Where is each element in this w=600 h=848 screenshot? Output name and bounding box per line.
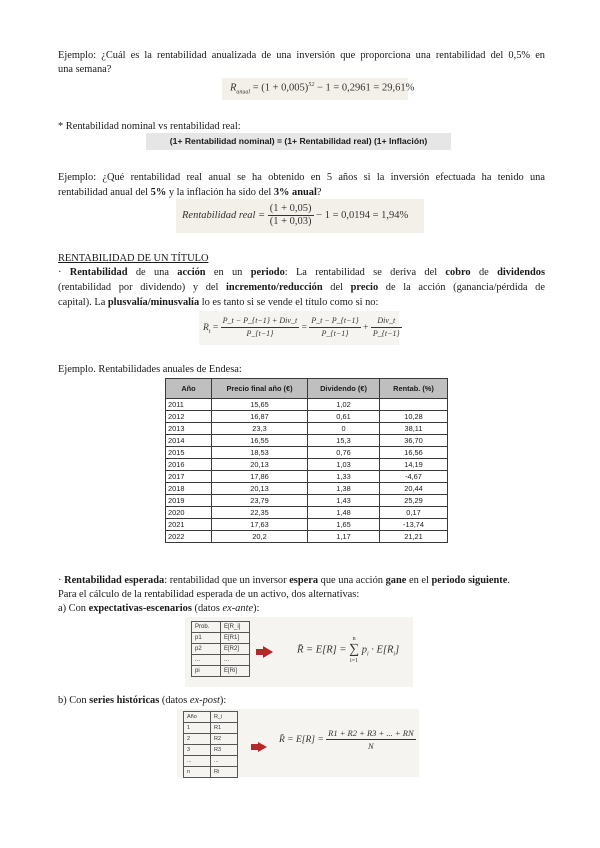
endesa-cell-return: 0,17 xyxy=(380,507,448,519)
formula-annualized-sub: anual xyxy=(236,89,251,96)
endesa-cell-year: 2011 xyxy=(166,399,212,411)
expected-text: (datos xyxy=(191,603,223,614)
historical-table xyxy=(183,711,238,778)
endesa-row xyxy=(166,447,448,459)
historical-cell: R1 xyxy=(211,723,238,734)
expected-line1 xyxy=(58,573,545,588)
sum-bottom: i=1 xyxy=(350,658,359,664)
arrow-right-icon xyxy=(263,646,273,658)
formula-return-den2: P_{t−1} xyxy=(321,329,349,339)
scenario-row xyxy=(192,666,250,677)
section-bold: dividendos xyxy=(497,267,546,278)
arrow-right-icon xyxy=(258,742,267,752)
endesa-cell-return: 14,19 xyxy=(380,459,448,471)
arrow-shaft-icon xyxy=(251,744,259,750)
endesa-header-price: Precio final año (€) xyxy=(212,379,308,399)
section-bold: cobro xyxy=(445,267,471,278)
expected-text: ): xyxy=(219,695,227,706)
scenario-cell: p2 xyxy=(192,644,221,655)
section-text: : La rentabilidad se deriva del xyxy=(284,267,446,278)
scenario-cell: Prob. xyxy=(192,622,221,633)
scenario-cell: pi xyxy=(192,666,221,677)
expected-line2: Para el cálculo de la rentabilidad esperada de un activo, dos alternativas: xyxy=(58,589,360,600)
historical-cell: 2 xyxy=(184,734,211,745)
formula-annualized-image xyxy=(222,78,415,100)
endesa-cell-year: 2022 xyxy=(166,531,212,543)
formula-return-num2: P_t − P_{t−1} xyxy=(309,315,360,328)
example2-text: rentabilidad anual del xyxy=(58,187,151,198)
scenario-cell: ... xyxy=(221,655,250,666)
scenario-cell: ... xyxy=(192,655,221,666)
formula-return-num3: Div_t xyxy=(371,315,402,328)
expected-bold: gane xyxy=(385,575,407,586)
endesa-cell-year: 2015 xyxy=(166,447,212,459)
endesa-row xyxy=(166,471,448,483)
endesa-cell-year: 2014 xyxy=(166,435,212,447)
scenario-table xyxy=(191,621,250,677)
nominal-equation: (1+ Rentabilidad nominal) = (1+ Rentabilidad real) (1+ Inflación) xyxy=(146,133,451,150)
expected-text: (datos xyxy=(159,695,190,706)
section-text: de la acción (ganancia/pérdida de xyxy=(378,282,545,293)
endesa-cell-price: 20,13 xyxy=(212,483,308,495)
scenario-table-wrap xyxy=(191,621,250,677)
section-bold: incremento/reducción xyxy=(226,282,323,293)
formula-return-frac1 xyxy=(221,315,300,340)
section-p1 xyxy=(58,265,545,280)
historical-table-wrap xyxy=(183,711,238,778)
example2-line2 xyxy=(58,185,545,200)
historical-cell: R_i xyxy=(211,712,238,723)
historical-cell: ... xyxy=(184,756,211,767)
formula-return-den3: P_{t−1} xyxy=(372,329,400,339)
endesa-row xyxy=(166,459,448,471)
scenario-image xyxy=(185,617,413,687)
scenario-row xyxy=(192,655,250,666)
section-text: · xyxy=(58,267,70,278)
endesa-cell-dividend: 1,65 xyxy=(308,519,380,531)
endesa-cell-year: 2018 xyxy=(166,483,212,495)
endesa-cell-year: 2013 xyxy=(166,423,212,435)
endesa-row xyxy=(166,495,448,507)
section-bold: plusvalía/minusvalía xyxy=(107,297,200,308)
endesa-cell-price: 15,65 xyxy=(212,399,308,411)
formula-a-term2-end: ] xyxy=(395,644,400,656)
endesa-row xyxy=(166,507,448,519)
expected-bold: expectativas-escenarios xyxy=(88,603,192,614)
formula-return-den1: P_{t−1} xyxy=(246,329,274,339)
section-text: capital). La xyxy=(58,297,108,308)
formula-return-image xyxy=(199,311,399,345)
expected-italic: ex-ante xyxy=(222,603,254,614)
expected-text: b) Con xyxy=(58,695,90,706)
formula-b-lhs: R̄ = E[R] = xyxy=(279,735,324,745)
formula-a-lhs: R̄ = E[R] = xyxy=(297,644,347,656)
formula-b-num: R1 + R2 + R3 + ... + RN xyxy=(328,728,414,739)
formula-annualized-rhs: = (1 + 0,005) xyxy=(252,82,309,94)
endesa-cell-price: 18,53 xyxy=(212,447,308,459)
endesa-cell-dividend: 1,33 xyxy=(308,471,380,483)
section-bold: periodo xyxy=(250,267,285,278)
expected-bold: Rentabilidad esperada xyxy=(64,575,165,586)
scenario-cell: E[Ri] xyxy=(221,666,250,677)
endesa-cell-year: 2017 xyxy=(166,471,212,483)
endesa-cell-price: 17,86 xyxy=(212,471,308,483)
endesa-cell-dividend: 0 xyxy=(308,423,380,435)
endesa-cell-price: 16,55 xyxy=(212,435,308,447)
example2-text: y la inflación ha sido del xyxy=(166,187,274,198)
expected-italic: ex-post xyxy=(189,695,220,706)
historical-image xyxy=(177,709,419,777)
endesa-cell-price: 23,3 xyxy=(212,423,308,435)
expected-bold: periodo siguiente xyxy=(431,575,508,586)
formula-b-den: N xyxy=(368,741,374,752)
example1-line2: una semana? xyxy=(58,64,112,75)
endesa-cell-year: 2020 xyxy=(166,507,212,519)
formula-annualized-lhs: R xyxy=(230,82,237,94)
endesa-row xyxy=(166,399,448,411)
example2-bold-rate: 5% xyxy=(150,187,167,198)
endesa-cell-return: 20,44 xyxy=(380,483,448,495)
example2-bold-inflation: 3% anual xyxy=(273,187,317,198)
endesa-row xyxy=(166,435,448,447)
formula-return-lhs-sub: t xyxy=(208,328,211,335)
formula-annualized xyxy=(230,82,414,96)
historical-cell: Año xyxy=(184,712,211,723)
section-p2 xyxy=(58,280,545,295)
scenario-row xyxy=(192,622,250,633)
endesa-row xyxy=(166,519,448,531)
historical-row xyxy=(184,723,238,734)
formula-return: $R_t$ = $\frac{\text{P\_t − P\_\{t−1\} + Div\_t}}{P\_\{t-1\}}$ = $\frac{P\_t - P\_\{t-1\}}{P\_\{t-1\}}$ + $\frac{\text{Div\_t}}{P\_\{t-1\}}$ xyxy=(203,316,400,339)
endesa-cell-price: 20,13 xyxy=(212,459,308,471)
formula-annualized-exp: 52 xyxy=(308,82,315,88)
expected-text: ): xyxy=(253,603,260,614)
sum-top: n xyxy=(352,636,356,642)
formula-real-fraction xyxy=(268,203,314,228)
endesa-table xyxy=(165,378,448,543)
nominal-heading: * Rentabilidad nominal vs rentabilidad real: xyxy=(58,121,241,132)
scenario-cell: p1 xyxy=(192,633,221,644)
formula-a-term: p xyxy=(361,644,367,656)
expected-bold: espera xyxy=(289,575,319,586)
historical-cell: 1 xyxy=(184,723,211,734)
formula-return-frac3 xyxy=(371,315,402,340)
historical-cell: n xyxy=(184,767,211,778)
historical-cell: 3 xyxy=(184,745,211,756)
endesa-cell-price: 22,35 xyxy=(212,507,308,519)
section-p3 xyxy=(58,295,545,310)
section-bold: Rentabilidad xyxy=(69,267,128,278)
formula-a-term2: · E[R xyxy=(371,644,394,656)
section-bold: acción xyxy=(177,267,206,278)
formula-return-lhs: R xyxy=(203,323,209,333)
formula-b-fraction xyxy=(326,727,416,752)
historical-cell: R3 xyxy=(211,745,238,756)
endesa-cell-return: 16,56 xyxy=(380,447,448,459)
endesa-cell-year: 2012 xyxy=(166,411,212,423)
expected-option-b xyxy=(58,693,545,708)
section-text: lo es tanto si se vende el título como si no: xyxy=(199,297,379,308)
endesa-cell-dividend: 1,38 xyxy=(308,483,380,495)
endesa-cell-return: 21,21 xyxy=(380,531,448,543)
expected-bold: series históricas xyxy=(89,695,160,706)
section-text: (rentabilidad por dividendo) y del xyxy=(58,282,227,293)
expected-text: . xyxy=(507,575,510,586)
historical-cell: Ri xyxy=(211,767,238,778)
endesa-header-year: Año xyxy=(166,379,212,399)
section-text: del xyxy=(322,282,351,293)
endesa-cell-return: -13,74 xyxy=(380,519,448,531)
endesa-cell-return: 36,70 xyxy=(380,435,448,447)
formula-a-term2-sub: i xyxy=(393,651,396,658)
endesa-header-return: Rentab. (%) xyxy=(380,379,448,399)
historical-row xyxy=(184,734,238,745)
section-text: de una xyxy=(127,267,178,278)
endesa-cell-dividend: 0,76 xyxy=(308,447,380,459)
endesa-row xyxy=(166,483,448,495)
endesa-cell-price: 17,63 xyxy=(212,519,308,531)
endesa-cell-price: 20,2 xyxy=(212,531,308,543)
historical-cell: ... xyxy=(211,756,238,767)
scenario-cell: E[R2] xyxy=(221,644,250,655)
endesa-caption: Ejemplo. Rentabilidades anuales de Endesa: xyxy=(58,364,242,375)
formula-return-frac2 xyxy=(309,315,360,340)
scenario-row xyxy=(192,633,250,644)
historical-row xyxy=(184,767,238,778)
historical-row xyxy=(184,712,238,723)
formula-real-den: (1 + 0,03) xyxy=(269,216,312,228)
endesa-cell-return: 10,28 xyxy=(380,411,448,423)
endesa-cell-dividend: 1,48 xyxy=(308,507,380,519)
section-bold: precio xyxy=(350,282,379,293)
formula-expected-historical xyxy=(279,725,416,755)
scenario-cell: E[R_i] xyxy=(221,622,250,633)
endesa-row xyxy=(166,531,448,543)
expected-text: a) Con xyxy=(58,603,89,614)
formula-annualized-tail: − 1 = 0,2961 = 29,61% xyxy=(316,82,415,94)
formula-real-lhs: Rentabilidad real = xyxy=(182,210,266,221)
formula-real-image xyxy=(176,199,424,233)
endesa-cell-return: 25,29 xyxy=(380,495,448,507)
expected-text: : rentabilidad que un inversor xyxy=(164,575,290,586)
arrow-shaft-icon xyxy=(256,649,264,655)
historical-cell: R2 xyxy=(211,734,238,745)
formula-real-num: (1 + 0,05) xyxy=(269,203,312,215)
endesa-header-dividend: Dividendo (€) xyxy=(308,379,380,399)
formula-expected-scenario xyxy=(297,635,399,670)
expected-text: · xyxy=(58,575,65,586)
endesa-cell-year: 2021 xyxy=(166,519,212,531)
expected-text: en el xyxy=(406,575,432,586)
formula-a-term-sub: i xyxy=(366,651,369,658)
formula-real-tail: − 1 = 0,0194 = 1,94% xyxy=(316,210,409,221)
expected-option-a xyxy=(58,601,545,616)
endesa-cell-year: 2019 xyxy=(166,495,212,507)
example2-line1: Ejemplo: ¿Qué rentabilidad real anual se ha obtenido en 5 años si la inversión efectuada ha tenido una xyxy=(58,172,545,183)
section-text: en un xyxy=(205,267,251,278)
endesa-cell-price: 16,87 xyxy=(212,411,308,423)
sum-icon: n ∑ i=1 xyxy=(349,636,360,664)
example2-text: ? xyxy=(316,187,322,198)
endesa-cell-dividend: 1,17 xyxy=(308,531,380,543)
endesa-cell-price: 23,79 xyxy=(212,495,308,507)
historical-row xyxy=(184,756,238,767)
endesa-cell-return: 38,11 xyxy=(380,423,448,435)
section-title: RENTABILIDAD DE UN TÍTULO xyxy=(58,253,209,264)
endesa-table-wrap xyxy=(165,378,448,543)
endesa-row xyxy=(166,411,448,423)
endesa-cell-dividend: 15,3 xyxy=(308,435,380,447)
endesa-cell-year: 2016 xyxy=(166,459,212,471)
formula-return-num1: P_t − P_{t−1} + Div_t xyxy=(221,315,300,328)
section-text: de xyxy=(470,267,498,278)
endesa-cell-return: -4,67 xyxy=(380,471,448,483)
expected-text: que una acción xyxy=(318,575,386,586)
endesa-cell-return xyxy=(380,399,448,411)
formula-real xyxy=(182,202,408,230)
historical-row xyxy=(184,745,238,756)
endesa-cell-dividend: 1,03 xyxy=(308,459,380,471)
example1-line1: Ejemplo: ¿Cuál es la rentabilidad anualizada de una inversión que proporciona una rentabilidad del 0,5% en xyxy=(58,50,545,61)
endesa-row xyxy=(166,423,448,435)
endesa-cell-dividend: 1,02 xyxy=(308,399,380,411)
endesa-cell-dividend: 1,43 xyxy=(308,495,380,507)
scenario-row xyxy=(192,644,250,655)
endesa-cell-dividend: 0,61 xyxy=(308,411,380,423)
endesa-header-row xyxy=(166,379,448,399)
scenario-cell: E[R1] xyxy=(221,633,250,644)
